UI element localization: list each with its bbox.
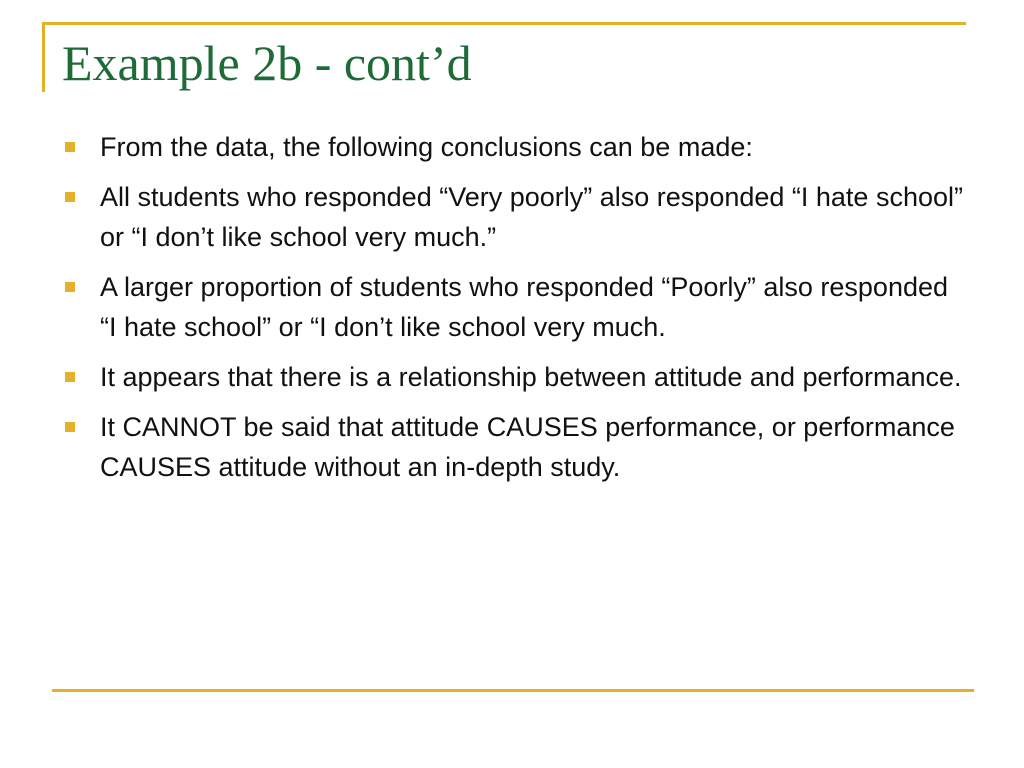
bullet-text: From the data, the following conclusions can be made: <box>100 132 753 162</box>
square-bullet-icon <box>65 422 75 432</box>
left-accent-line <box>42 22 45 92</box>
top-accent-line <box>42 22 966 25</box>
bullet-text: It appears that there is a relationship between attitude and performance. <box>100 362 962 392</box>
bullet-text: It CANNOT be said that attitude CAUSES performance, or performance CAUSES attitude without an in-depth study. <box>100 412 955 482</box>
bullet-text: A larger proportion of students who responded “Poorly” also responded “I hate school” or “I don’t like school very much. <box>100 272 949 342</box>
square-bullet-icon <box>65 192 75 202</box>
bullet-item <box>64 357 964 397</box>
square-bullet-icon <box>65 282 75 292</box>
bullet-item <box>64 177 964 257</box>
square-bullet-icon <box>65 142 75 152</box>
bullet-item <box>64 267 964 347</box>
square-bullet-icon <box>65 372 75 382</box>
bottom-accent-line <box>52 689 974 692</box>
bullet-item <box>64 127 964 167</box>
bullet-item <box>64 407 964 487</box>
bullet-text: All students who responded “Very poorly” also responded “I hate school” or “I don’t like school very much.” <box>100 182 963 252</box>
slide-title: Example 2b - cont’d <box>62 35 472 91</box>
bullet-list <box>64 127 964 497</box>
